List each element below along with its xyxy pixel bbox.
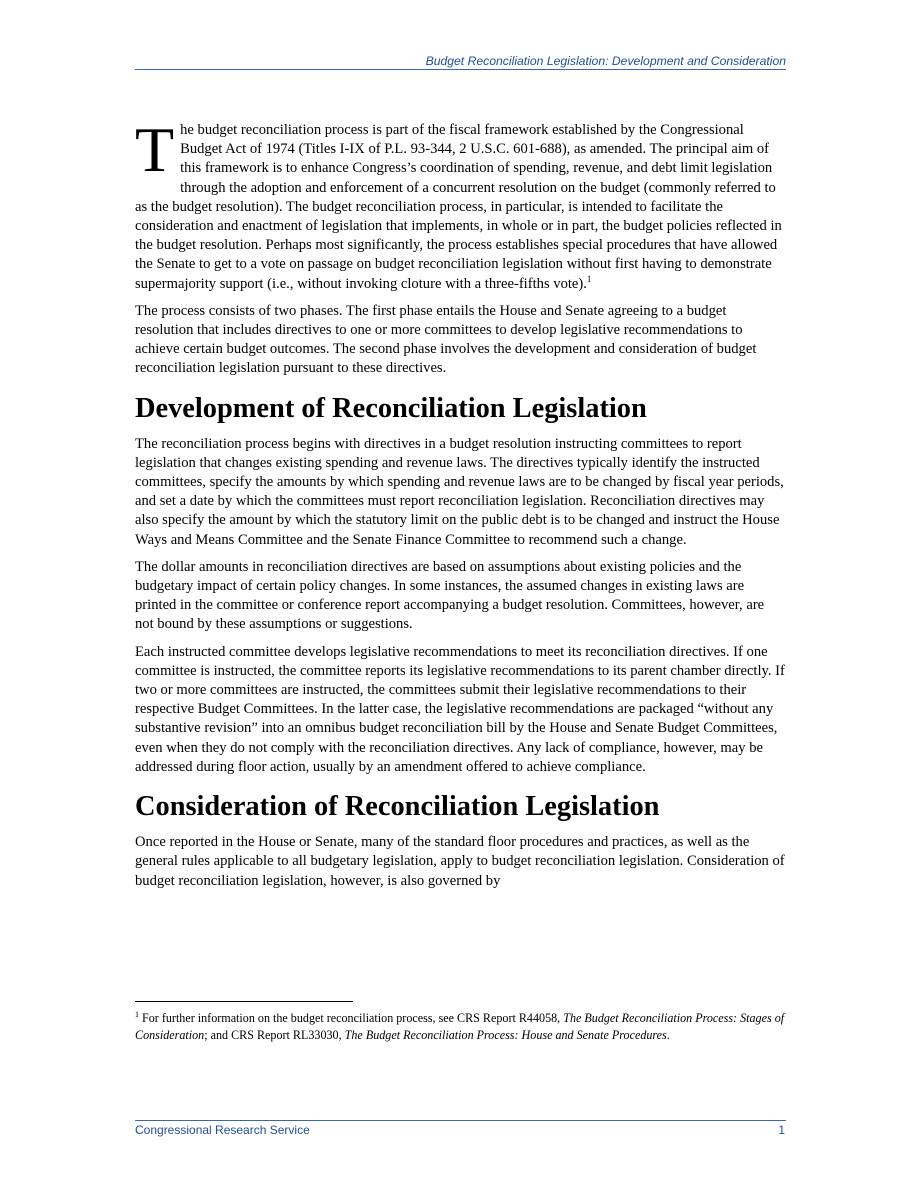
footer-organization: Congressional Research Service [135, 1123, 310, 1137]
footnote-reference[interactable]: 1 [586, 273, 592, 284]
header-rule [135, 69, 786, 70]
development-paragraph-3: Each instructed committee develops legislative recommendations to meet its reconciliation directives. If one committee is instructed, the committee reports its legislative recommendations to its parent chamber directly. If two or more committees are instructed, the committees submit their legislative recommendations to their respective Budget Committees. In the latter case, the legislative recommendations are packaged “without any substantive revision” into an omnibus budget reconciliation bill by the House and Senate Budget Committees, even when they do not comply with the reconciliation directives. Any lack of compliance, however, may be addressed during floor action, usually by an amendment offered to achieve compliance. [135, 643, 785, 775]
footnote-rule [135, 1001, 353, 1002]
page-body [135, 114, 785, 899]
page-number: 1 [778, 1123, 785, 1137]
footer-rule [135, 1120, 786, 1121]
intro-paragraph-2: The process consists of two phases. The first phase entails the House and Senate agreeing to a budget resolution that includes directives to one or more committees to develop legislative recommendations to achieve certain budget outcomes. The second phase involves the development and consideration of budget reconciliation legislation pursuant to these directives. [135, 302, 757, 377]
footnote-mark: 1 [135, 1010, 139, 1019]
section-heading-development: Development of Reconciliation Legislation [135, 392, 647, 424]
footnote-text-b: ; and CRS Report RL33030, [204, 1028, 345, 1042]
development-paragraph-2: The dollar amounts in reconciliation directives are based on assumptions about existing policies and the budgetary impact of certain policy changes. In some instances, the assumed changes in existing laws are printed in the committee or conference report accompanying a budget resolution. Committees, however, are not bound by these assumptions or suggestions. [135, 558, 765, 633]
footnote-title-a: The Budget Reconciliation Process: Stages of Consideration [135, 1011, 785, 1042]
footnote [135, 1010, 785, 1044]
development-paragraph-1: The reconciliation process begins with directives in a budget resolution instructing committees to report legislation that changes existing spending and revenue laws. The directives typically identify the instructed committees, specify the amounts by which spending and revenue laws are to be changed by fiscal year periods, and set a date by which the committees must report reconciliation legislation. Reconciliation directives may also specify the amount by which the statutory limit on the public debt is to be changed and instruct the House Ways and Means Committee and the Senate Finance Committee to recommend such a change. [135, 435, 784, 548]
footnote-text-c: . [666, 1028, 670, 1042]
consideration-paragraph-1: Once reported in the House or Senate, many of the standard floor procedures and practices, as well as the general rules applicable to all budgetary legislation, apply to budget reconciliation legislation. Consideration of budget reconciliation legislation, however, is also governed by [135, 834, 785, 889]
intro-text: he budget reconciliation process is part of the fiscal framework established by the Congressional Budget Act of 1974 (Titles I-IX of P.L. 93-344, 2 U.S.C. 601-688), as amended. The principal aim of this framework is to enhance Congress’s coordination of spending, revenue, and debt limit legislation through the adoption and enforcement of a concurrent resolution on the budget (commonly referred to as the budget resolution). The budget reconciliation process, in particular, is intended to facilitate the consideration and enactment of legislation that implements, in whole or in part, the budget policies reflected in the budget resolution. Perhaps most significantly, the process establishes special procedures that have allowed the Senate to get to a vote on passage on budget reconciliation legislation without first having to demonstrate supermajority support (i.e., without invoking cloture with a three-fifths vote). [135, 122, 782, 292]
section-heading-consideration: Consideration of Reconciliation Legislation [135, 791, 660, 823]
running-header: Budget Reconciliation Legislation: Development and Consideration [425, 54, 786, 68]
footnote-title-b: The Budget Reconciliation Process: House and Senate Procedures [344, 1028, 667, 1042]
drop-cap: T [135, 114, 175, 185]
footnote-text-a: For further information on the budget reconciliation process, see CRS Report R44058, [139, 1011, 564, 1025]
intro-paragraph [135, 114, 785, 294]
